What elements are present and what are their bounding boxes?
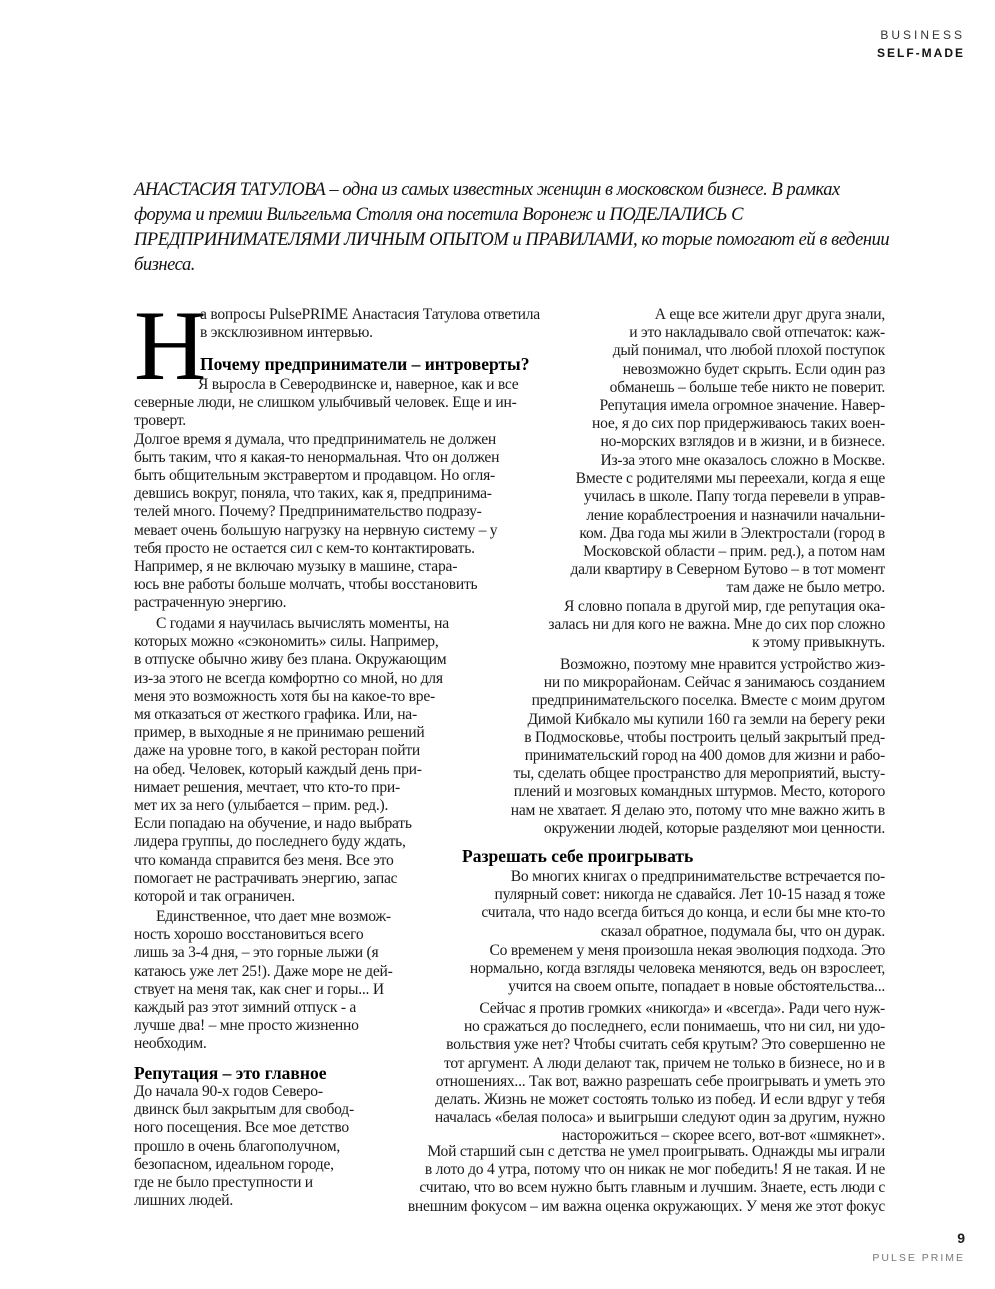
text-line: сказал обратное, подумала бы, что он дурак. — [600, 922, 885, 940]
text-line: Я словно попала в другой мир, где репутация ока- — [564, 598, 885, 615]
intro-text — [200, 306, 562, 342]
text-line: залась ни для кого не важна. Мне до сих пор сложно — [548, 616, 885, 634]
text-line: делать. Жизнь не может состоять только из побед. И если вдруг у тебя — [435, 1091, 885, 1109]
text-line: Мой старший сын с детства не умел проигрывать. Однажды мы играли — [427, 1143, 885, 1160]
page-number: 9 — [957, 1230, 965, 1246]
text-line: что команда справится без меня. Все это — [134, 851, 394, 869]
heading-reputation: Репутация – это главное — [134, 1063, 327, 1083]
text-line: пулярный совет: никогда не сдавайся. Лет 10-15 назад я тоже — [494, 886, 885, 904]
text-line: началась «белая полоса» и выигрыши следуют один за другим, нужно — [434, 1109, 885, 1127]
text-line: ность хорошо восстановиться всего — [134, 926, 364, 944]
text-line: тот аргумент. А люди делают так, причем не только в бизнесе, но и в — [443, 1054, 885, 1072]
text-line: безопасном, идеальном городе, — [134, 1155, 334, 1173]
text-line: к этому привыкнуть. — [752, 634, 885, 652]
text-line: Долгое время я думала, что предприниматель не должен — [134, 430, 496, 448]
text-line: необходим. — [134, 1035, 207, 1053]
col3-block-a — [380, 868, 885, 941]
text-line: предпринимательского поселка. Вместе с моим другом — [531, 692, 885, 710]
text-line: девшись вокруг, поняла, что таких, как я, предпринима- — [134, 485, 492, 503]
text-line: а вопросы PulsePRIME Анастасия Татулова ответила — [200, 306, 540, 323]
text-line: считаю, что во всем нужно быть главным и лучшим. Знаете, есть люди с — [419, 1179, 885, 1197]
text-line: ты, сделать общее пространство для мероприятий, высту- — [513, 765, 885, 783]
text-line: А еще все жители друг друга знали, — [654, 306, 885, 323]
text-line: но сражаться до последнего, если понимаешь, что ни сил, ни удо- — [463, 1018, 885, 1036]
text-line: Я выросла в Северодвинске и, наверное, как и все — [198, 376, 519, 393]
text-line: ление кораблестроения и назначили начальни- — [586, 506, 885, 524]
text-line: Возможно, поэтому мне нравится устройство жиз- — [560, 656, 885, 673]
text-line: нормально, когда взгляды человека меняются, ведь он взрослеет, — [469, 960, 885, 978]
text-line: и это накладывало свой отпечаток: каж- — [629, 324, 885, 342]
text-line: телей много. Почему? Предпринимательство подразу- — [134, 503, 482, 521]
col1-block-c — [134, 908, 394, 1054]
text-line: помогает не растрачивать энергию, запас — [134, 869, 398, 887]
text-line: мевает очень большую нагрузку на нервную систему – у — [134, 521, 498, 539]
text-line: отношениях... Так вот, важно разрешать себе проигрывать и уметь это — [435, 1072, 885, 1090]
col3-block-d — [380, 1143, 885, 1216]
text-line: С годами я научилась вычислять моменты, на — [156, 615, 449, 632]
text-line: Из-за этого мне оказалось сложно в Москве. — [600, 452, 885, 469]
text-line: быть таким, что я какая-то ненормальная. Что он должен — [134, 448, 500, 466]
text-line: окружении людей, которые разделяют мои ценности. — [543, 819, 885, 837]
text-line: мет их за него (улыбается – прим. ред.). — [134, 797, 389, 815]
text-line: растраченную энергию. — [134, 594, 287, 612]
text-line: училась в школе. Папу тогда перевели в управ- — [583, 488, 885, 506]
col1-block-b — [134, 615, 454, 906]
text-line: мя отказаться от жесткого графика. Или, на- — [134, 706, 417, 724]
text-line: где не было преступности и — [134, 1174, 313, 1192]
text-line: нам не хватает. Я делаю это, потому что мне важно жить в — [510, 801, 885, 819]
text-line: на обед. Человек, который каждый день при- — [134, 760, 422, 778]
text-line: Если попадаю на обучение, и надо выбрать — [134, 815, 412, 833]
text-line: юсь вне работы больше молчать, чтобы восстановить — [134, 576, 478, 594]
text-line: нимает решения, мечтает, что кто-то при- — [134, 778, 400, 796]
text-line: которой и так ограничен. — [134, 888, 295, 906]
text-line: быть общительным экстравертом и продавцом. Но огля- — [134, 467, 495, 485]
text-line: в Подмосковье, чтобы построить целый закрытый пред- — [524, 728, 885, 746]
col1-block-a — [134, 376, 574, 613]
text-line: учится на своем опыте, попадает в новые обстоятельства... — [508, 978, 885, 996]
text-line: обманешь – больше тебе никто не поверит. — [609, 378, 885, 396]
col3-block-b — [380, 942, 885, 997]
section-label: BUSINESS — [880, 28, 965, 42]
text-line: лишь за 3-4 дня, – это горные лыжи (я — [134, 944, 379, 962]
col1-block-d — [134, 1083, 374, 1210]
text-line: дый понимал, что любой плохой поступок — [612, 342, 885, 360]
text-line: в отпуске обычно живу без плана. Окружающим — [134, 651, 447, 669]
text-line: ного посещения. Все мое детство — [134, 1119, 349, 1137]
text-line: троверт. — [134, 412, 186, 430]
text-line: Московской области – прим. ред.), а потом нам — [583, 543, 885, 561]
text-line: ни по микрорайонам. Сейчас я занимаюсь созданием — [543, 674, 885, 692]
text-line: ком. Два года мы жили в Электростали (город в — [579, 524, 885, 542]
text-line: плений и мозговых командных штурмов. Место, которого — [513, 783, 885, 801]
text-line: катаюсь уже лет 25!). Даже море не дей- — [134, 962, 393, 980]
text-line: но-морских взглядов и в жизни, и в бизнесе. — [600, 433, 885, 451]
text-line: ствует на меня так, как снег и горы... И — [134, 980, 384, 998]
text-line: невозможно будет скрыть. Если один раз — [622, 360, 885, 378]
text-line: в эксклюзивном интервью. — [200, 324, 373, 342]
text-line: Со временем у меня произошла некая эволюция подхода. Это — [489, 942, 885, 959]
text-line: дали квартиру в Северном Бутово – в тот момент — [570, 561, 885, 579]
magazine-name: PULSE PRIME — [872, 1252, 965, 1264]
heading-losing: Разрешать себе проигрывать — [462, 846, 694, 866]
col3-block-c — [380, 1000, 885, 1146]
text-line: даже на уровне того, в какой ресторан пойти — [134, 742, 420, 760]
text-line: тебя просто не остается сил с кем-то контактировать. — [134, 539, 475, 557]
drop-cap: Н — [134, 290, 207, 401]
text-line: лидера группы, до последнего буду ждать, — [134, 833, 406, 851]
text-line: двинск был закрытым для свобод- — [134, 1101, 354, 1119]
text-line: Единственное, что дает мне возмож- — [156, 908, 391, 925]
text-line: Репутация имела огромное значение. Навер- — [599, 397, 885, 415]
text-line: вольствия уже нет? Чтобы считать себя крутым? Это совершенно не — [446, 1036, 885, 1054]
text-line: пример, в выходные я не принимаю решений — [134, 724, 425, 742]
text-line: там даже не было метро. — [726, 579, 885, 597]
text-line: насторожиться – скорее всего, вот-вот «шмякнет». — [561, 1127, 885, 1145]
lead-paragraph: АНАСТАСИЯ ТАТУЛОВА – одна из самых известных женщин в московском бизнесе. В рамках форума и премии Вильгельма Столля она посетила Воронеж и ПОДЕЛАЛИСЬ С ПРЕДПРИНИМАТЕЛЯМИ ЛИЧНЫМ ОПЫТОМ и ПРАВИЛАМИ, ко торые помогают ей в ведении бизнеса. — [134, 180, 890, 275]
text-line: из-за этого не всегда комфортно со мной, но для — [134, 669, 443, 687]
text-line: принимательский город на 400 домов для жизни и рабо- — [524, 747, 885, 765]
text-line: До начала 90-х годов Северо- — [134, 1083, 323, 1100]
text-line: меня это возможность хотя бы на какое-то вре- — [134, 687, 435, 705]
heading-introverts: Почему предприниматели – интроверты? — [200, 354, 530, 374]
text-line: Сейчас я против громких «никогда» и «всегда». Ради чего нуж- — [479, 1000, 885, 1017]
col2-block-a — [580, 306, 885, 452]
col2-block-b — [540, 452, 885, 598]
text-line: Вместе с родителями мы переехали, когда я еще — [575, 470, 885, 488]
subsection-label: SELF-MADE — [877, 46, 965, 60]
text-line: северные люди, не слишком улыбчивый человек. Еще и ин- — [134, 394, 517, 412]
text-line: ное, я до сих пор придерживаюсь таких воен- — [592, 415, 885, 433]
text-line: каждый раз этот зимний отпуск - а — [134, 999, 357, 1017]
text-line: Например, я не включаю музыку в машине, стара- — [134, 558, 458, 576]
text-line: лишних людей. — [134, 1192, 234, 1210]
text-line: Во многих книгах о предпринимательстве встречается по- — [510, 868, 885, 885]
text-line: которых можно «сэкономить» силы. Например, — [134, 633, 439, 651]
text-line: в лото до 4 утра, потому что он никак не мог победить! Я не такая. И не — [424, 1161, 885, 1179]
text-line: считала, что надо всегда биться до конца, и если бы мне кто-то — [481, 904, 885, 922]
text-line: внешним фокусом – им важна оценка окружающих. У меня же этот фокус — [407, 1197, 885, 1215]
col2-block-d — [470, 656, 885, 838]
text-line: Димой Кибкало мы купили 160 га земли на берегу реки — [527, 710, 885, 728]
text-line: прошло в очень благополучном, — [134, 1137, 340, 1155]
col2-block-c — [500, 598, 885, 653]
text-line: лучше два! – мне просто жизненно — [134, 1017, 359, 1035]
